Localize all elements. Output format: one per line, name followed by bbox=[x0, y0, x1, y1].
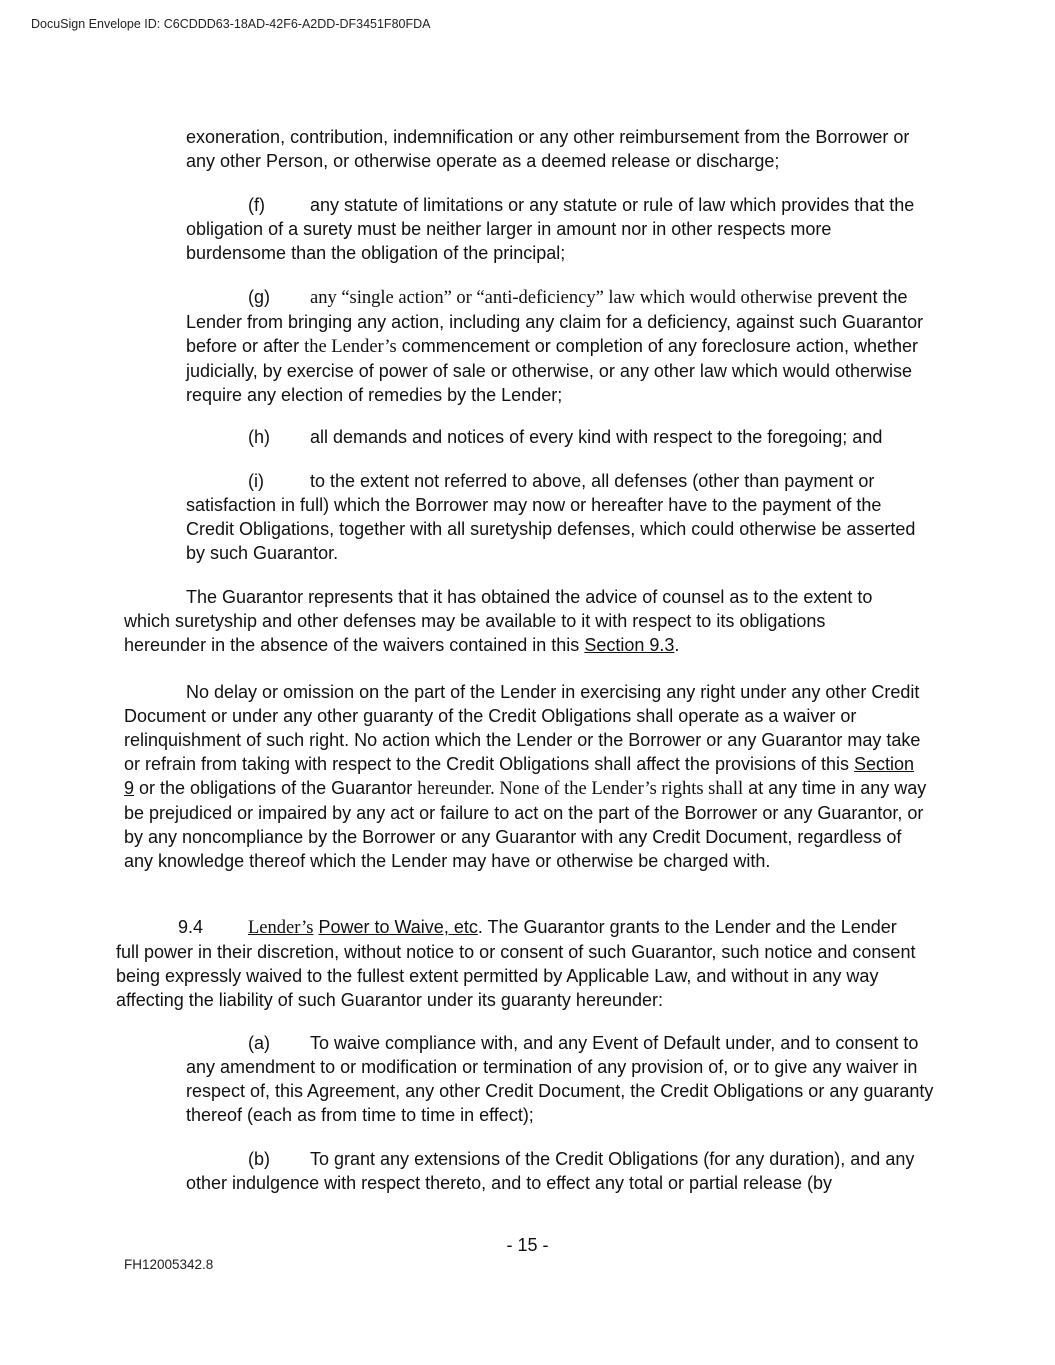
counsel-paragraph bbox=[124, 585, 894, 657]
section-9-4-number: 9.4 bbox=[178, 917, 204, 937]
continuation-text: exoneration, contribution, indemnification or any other reimbursement from the Borrower or any other Person, or otherwise operate as a deemed release or discharge; bbox=[186, 127, 910, 171]
item-f bbox=[186, 193, 926, 265]
item-a bbox=[186, 1031, 936, 1127]
delay-text-2: or the obligations of the Guarantor bbox=[139, 778, 413, 798]
item-a-label: (a) bbox=[248, 1033, 270, 1053]
envelope-id: DocuSign Envelope ID: C6CDDD63-18AD-42F6-A2DD-DF3451F80FDA bbox=[31, 17, 431, 31]
item-g bbox=[186, 285, 936, 407]
item-h-label: (h) bbox=[248, 427, 270, 447]
item-g-label: (g) bbox=[248, 287, 270, 307]
item-i bbox=[186, 469, 926, 565]
section-9-4-heading-serif: Lender’s bbox=[248, 918, 314, 938]
item-i-text: to the extent not referred to above, all defenses (other than payment or satisfaction in full) which the Borrower may now or hereafter have to the payment of the Credit Obligations, together with all suretyship defenses, which could otherwise be asserted by such Guarantor. bbox=[186, 471, 916, 563]
delay-text-end: at any time in any way be prejudiced or impaired by any act or failure to act on the part of the Borrower or any Guarantor, or by any noncompliance by the Borrower or any Guarantor with any Credit Document, regardless of any knowledge thereof which the Lender may have or otherwise be charged with. bbox=[124, 778, 927, 871]
item-b bbox=[186, 1147, 921, 1195]
counsel-text: The Guarantor represents that it has obtained the advice of counsel as to the extent to which suretyship and other defenses may be available to it with respect to its obligations hereunder in the absence of the waivers contained in this bbox=[124, 587, 873, 655]
item-g-lenders: the Lender’s bbox=[304, 337, 397, 357]
delay-text-serif: hereunder. None of the Lender’s rights shall bbox=[417, 779, 744, 799]
item-f-text: any statute of limitations or any statute or rule of law which provides that the obligation of a surety must be neither larger in amount nor in other respects more burdensome than the obligation of the principal; bbox=[186, 195, 915, 263]
section-9-link: Section 9 bbox=[124, 754, 915, 798]
item-b-text: To grant any extensions of the Credit Obligations (for any duration), and any other indulgence with respect thereto, and to effect any total or partial release (by bbox=[186, 1149, 915, 1193]
page-number: - 15 - bbox=[506, 1235, 549, 1255]
item-i-label: (i) bbox=[248, 471, 264, 491]
item-f-label: (f) bbox=[248, 195, 265, 215]
item-b-label: (b) bbox=[248, 1149, 270, 1169]
continuation-paragraph bbox=[186, 125, 921, 173]
item-g-text-serif: any “single action” or “anti-deficiency” law which would otherwise bbox=[310, 288, 813, 308]
item-h-text: all demands and notices of every kind with respect to the foregoing; and bbox=[310, 427, 883, 447]
section-9-4 bbox=[116, 915, 921, 1012]
document-id: FH12005342.8 bbox=[124, 1257, 214, 1272]
counsel-end: . bbox=[674, 635, 680, 655]
section-9-3-link: Section 9.3 bbox=[584, 635, 675, 655]
section-9-4-text: . The Guarantor grants to the Lender and the Lender full power in their discretion, without notice to or consent of such Guarantor, such notice and consent being expressly waived to the fullest extent permitted by Applicable Law, and without in any way affecting the liability of such Guarantor under its guaranty hereunder: bbox=[116, 917, 916, 1010]
item-a-text: To waive compliance with, and any Event of Default under, and to consent to any amendment to or modification or termination of any provision of, or to give any waiver in respect of, this Agreement, any other Credit Document, the Credit Obligations or any guaranty thereof (each as from time to time in effect); bbox=[186, 1033, 934, 1125]
item-g-text-end: commencement or completion of any foreclosure action, whether judicially, by exercise of power of sale or otherwise, or any other law which would otherwise require any election of remedies by the Lender; bbox=[186, 336, 918, 405]
delay-text: No delay or omission on the part of the Lender in exercising any right under any other Credit Document or under any other guaranty of the Credit Obligations shall operate as a waiver or relinquishment of such right. No action which the Lender or the Borrower or any Guarantor may take or refrain from taking with respect to the Credit Obligations shall affect the provisions of this bbox=[124, 682, 921, 774]
item-h bbox=[186, 425, 926, 449]
delay-paragraph bbox=[124, 680, 929, 873]
section-9-4-heading: Power to Waive, etc bbox=[318, 917, 478, 937]
item-g-text: prevent the Lender from bringing any action, including any claim for a deficiency, against such Guarantor before or after bbox=[186, 287, 924, 356]
